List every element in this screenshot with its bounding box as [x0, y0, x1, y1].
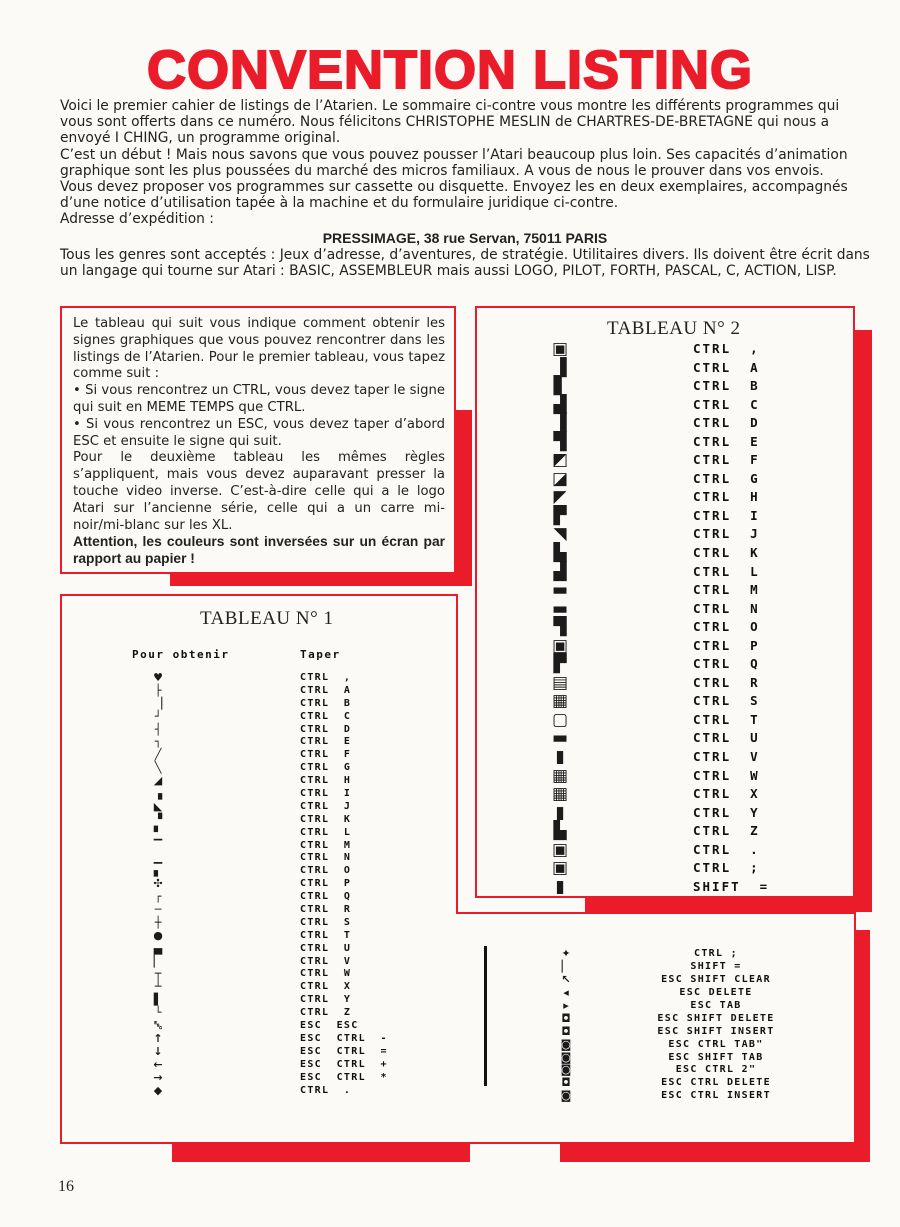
- table3-key: ESC TAB: [690, 999, 742, 1011]
- table2-key: CTRL Q: [693, 656, 760, 672]
- table1-key: CTRL D: [300, 723, 352, 735]
- page-number: 16: [58, 1178, 74, 1195]
- table2-symbol: ▟: [553, 561, 567, 582]
- instructions-box: [60, 306, 456, 574]
- table2-symbol: ▦: [551, 765, 569, 786]
- table2-key: CTRL .: [693, 841, 760, 857]
- table1-symbol: ┬: [154, 967, 162, 981]
- table2-key: CTRL L: [693, 563, 760, 579]
- table1-symbol: ↓: [153, 1044, 163, 1058]
- table1-key: CTRL H: [300, 775, 352, 787]
- table2-symbol: ▛: [553, 505, 567, 526]
- table1-symbol: ▄: [153, 941, 163, 955]
- table2-key: CTRL V: [693, 749, 760, 765]
- note-paragraph-2: Pour le deuxième tableau les mêmes règles s’appliquent, mais vous devez auparavant presser la touche video inverse. C’est-à-dire celle qui a le logo Atari sur l’ancienne série, celle qui a un carre mi-noir/mi-blanc sur les XL.: [73, 450, 445, 533]
- table1-key: CTRL B: [300, 697, 352, 709]
- table1-header-obtain: Pour obtenir: [132, 648, 230, 661]
- table2-symbol: ◩: [551, 450, 569, 471]
- table3-symbol: ◘: [561, 1011, 571, 1025]
- table1-key: ESC CTRL +: [300, 1058, 388, 1070]
- table2-key: CTRL U: [693, 730, 760, 746]
- table1-key: CTRL C: [300, 710, 352, 722]
- table1-symbol: ┘: [154, 709, 162, 723]
- table1-symbol: ▘: [153, 825, 163, 839]
- table1-key: CTRL .: [300, 1084, 352, 1096]
- table3-key-column: [626, 948, 806, 1103]
- table1-key: CTRL T: [300, 929, 352, 941]
- table2-key: CTRL N: [693, 600, 760, 616]
- table1-key-column: [300, 672, 388, 1097]
- table3-key: ESC DELETE: [679, 986, 753, 998]
- note-bullet-ctrl: • Si vous rencontrez un CTRL, vous devez taper le signe qui suit en MEME TEMPS que CTRL.: [73, 383, 445, 415]
- table2-key: CTRL R: [693, 674, 760, 690]
- table3-symbol: ◘: [561, 1024, 571, 1038]
- table2-key: CTRL A: [693, 359, 760, 375]
- table2-key: SHIFT =: [693, 878, 770, 894]
- intro-paragraph-4: Adresse d’expédition :: [60, 211, 214, 228]
- table2-symbol: ▣: [551, 839, 569, 860]
- table3-symbol: ✦: [561, 947, 571, 960]
- table2-symbol: ▙: [553, 821, 567, 842]
- table1-symbol: ␛: [153, 1019, 163, 1033]
- table2-key: CTRL S: [693, 693, 760, 709]
- table1-symbol-column: [138, 672, 178, 1097]
- table2-symbol: ▮: [555, 876, 565, 897]
- table2-key: CTRL Z: [693, 823, 760, 839]
- table2-key: CTRL G: [693, 470, 760, 486]
- table1-symbol: ▔: [153, 838, 163, 852]
- table1-symbol: →: [153, 1070, 163, 1084]
- table2-key: CTRL O: [693, 619, 760, 635]
- table1-title: TABLEAU N° 1: [200, 608, 334, 629]
- intro-paragraph-5: Tous les genres sont acceptés : Jeux d’adresse, d’aventures, de stratégie. Utilitaires divers. Ils doivent être écrit dans un langage qui tourne sur Atari : BASIC, ASSEMBLEUR mais aussi LOGO, PILOT, FORTH, PASCAL, C, ACTION, LISP.: [60, 246, 870, 280]
- table1-key: CTRL U: [300, 942, 352, 954]
- table2-symbol: ▙: [553, 543, 567, 564]
- table2-key: CTRL Y: [693, 804, 760, 820]
- intro-paragraph-1: Voici le premier cahier de listings de l’Atarien. Le sommaire ci-contre vous montre les différents programmes qui vous sont offerts dans ce numéro. Nous félicitons CHRISTOPHE MESLIN de CHARTRES-DE-BRETAGNE qui nous a envoyé I CHING, un programme original.: [60, 98, 840, 147]
- table2-symbol-column: [547, 340, 573, 896]
- table1-symbol: ▌: [153, 993, 163, 1007]
- table1-symbol: ↑: [153, 1031, 163, 1045]
- table1-symbol: ◆: [153, 1083, 163, 1097]
- table2-symbol: ▜: [553, 431, 567, 452]
- table3-key: ESC SHIFT TAB: [668, 1051, 764, 1063]
- table3-symbol: ◙: [560, 1050, 572, 1064]
- table2-symbol: ▣: [551, 339, 569, 359]
- table1-key: CTRL E: [300, 736, 352, 748]
- table2-symbol: ▬: [551, 580, 569, 601]
- table2-key: CTRL ;: [693, 860, 760, 876]
- table2-key: CTRL I: [693, 507, 760, 523]
- table1-symbol: ┴: [154, 980, 162, 994]
- table2-symbol: ▬: [551, 728, 569, 749]
- table1-key: CTRL O: [300, 865, 352, 877]
- table2-title: TABLEAU N° 2: [607, 318, 741, 339]
- table1-symbol: ├: [154, 683, 162, 697]
- table1-symbol: ─: [154, 903, 162, 917]
- table2-symbol: ◪: [551, 468, 569, 489]
- table2-key: CTRL M: [693, 582, 760, 598]
- table2-key: CTRL H: [693, 489, 760, 505]
- table3-divider-line: [484, 946, 487, 1086]
- table2-symbol: ▐: [553, 413, 567, 434]
- table2-key: CTRL K: [693, 545, 760, 561]
- table2-symbol: ▮: [555, 747, 565, 768]
- table1-key: CTRL L: [300, 826, 352, 838]
- table2-key: CTRL ,: [693, 341, 760, 356]
- table1-symbol: ┐: [154, 735, 162, 749]
- table3-symbol: ◙: [560, 1063, 572, 1077]
- intro-text: [60, 98, 870, 279]
- table1-key: CTRL M: [300, 839, 352, 851]
- table3-symbol: ↖: [561, 972, 571, 986]
- table1-symbol: ┼: [154, 915, 162, 929]
- table1-key: CTRL R: [300, 904, 352, 916]
- table1-key: CTRL K: [300, 813, 352, 825]
- table1-symbol: ▁: [153, 851, 163, 865]
- table1-symbol: ╲: [154, 761, 162, 775]
- table1-key: ESC CTRL *: [300, 1071, 388, 1083]
- table1-key: CTRL V: [300, 955, 352, 967]
- table3-key: ESC SHIFT DELETE: [657, 1012, 775, 1024]
- table2-symbol: ▐: [553, 357, 567, 378]
- table2-symbol: ◤: [553, 487, 567, 508]
- note-warning: Attention, les couleurs sont inversées sur un écran par rapport au papier !: [73, 534, 445, 567]
- table2-key: CTRL W: [693, 767, 760, 783]
- table3-key: ESC SHIFT INSERT: [657, 1025, 775, 1037]
- table1-symbol: ▕: [153, 696, 163, 710]
- table1-key: CTRL Y: [300, 994, 352, 1006]
- table2-key: CTRL T: [693, 711, 760, 727]
- table3-key: ESC CTRL 2": [675, 1064, 757, 1076]
- note-paragraph-1: Le tableau qui suit vous indique comment obtenir les signes graphiques que vous pouvez rencontrer dans les listings de l’Atarien. Pour le premier tableau, vous tapez comme suit :: [73, 316, 445, 382]
- table2-key: CTRL X: [693, 786, 760, 802]
- table3-symbol: ◘: [561, 1076, 571, 1090]
- table3-key: SHIFT =: [690, 960, 742, 972]
- table1-key: CTRL J: [300, 800, 352, 812]
- table2-key: CTRL F: [693, 452, 760, 468]
- table3-symbol: ◙: [560, 1037, 572, 1051]
- table1-key: CTRL S: [300, 916, 352, 928]
- intro-paragraph-2: C’est un début ! Mais nous savons que vous pouvez pousser l’Atari beaucoup plus loin. Ses capacités d’animation graphique sont les plus poussées du marché des micros familiaux. A vous de nous le prouver dans vos envois.: [60, 146, 848, 179]
- table1-key: CTRL Q: [300, 891, 352, 903]
- table2-symbol: ▢: [551, 709, 569, 730]
- table1-symbol: ┤: [154, 722, 162, 736]
- table2-key: CTRL E: [693, 433, 760, 449]
- table2-symbol: ▜: [553, 617, 567, 638]
- table1-key: ESC CTRL =: [300, 1045, 388, 1057]
- table3-key: ESC CTRL TAB": [668, 1038, 764, 1050]
- table1-key: CTRL Z: [300, 1007, 352, 1019]
- mailing-address: PRESSIMAGE, 38 rue Servan, 75011 PARIS: [322, 229, 608, 246]
- table2-key: CTRL B: [693, 378, 760, 394]
- table3-symbol-column: [554, 948, 578, 1103]
- table1-symbol: ◣: [153, 799, 163, 813]
- table1-symbol: ◢: [153, 774, 163, 788]
- table1-symbol: ▗: [153, 787, 163, 801]
- page-title: CONVENTION LISTING: [146, 40, 753, 100]
- table3-key: ESC CTRL INSERT: [661, 1090, 771, 1102]
- table1-key: CTRL F: [300, 749, 352, 761]
- table2-symbol: ▮: [555, 802, 565, 823]
- table2-symbol: ▦: [551, 691, 569, 712]
- table2-symbol: ▛: [553, 654, 567, 675]
- table1-key: CTRL I: [300, 788, 352, 800]
- table1-key: CTRL W: [300, 968, 352, 980]
- table1-symbol: ▝: [153, 812, 163, 826]
- table3-symbol: ▸: [563, 998, 569, 1012]
- table3-key: ESC SHIFT CLEAR: [661, 973, 771, 985]
- table2-key: CTRL D: [693, 415, 760, 431]
- table1-symbol: ♥: [153, 671, 163, 684]
- table1-symbol: ✣: [153, 877, 163, 891]
- table1-key: ESC ESC: [300, 1020, 359, 1032]
- table1-key: CTRL ,: [300, 672, 352, 683]
- table1-symbol: ●: [153, 928, 163, 942]
- table3-symbol: ◙: [560, 1089, 572, 1103]
- table1-key: ESC CTRL -: [300, 1032, 388, 1044]
- table3-symbol: ◂: [563, 985, 569, 999]
- table2-key: CTRL J: [693, 526, 760, 542]
- table2-key: CTRL P: [693, 637, 760, 653]
- table3-symbol: ▏: [561, 959, 571, 973]
- table2-symbol: ▋: [553, 376, 567, 397]
- table1-symbol: ╱: [154, 748, 162, 762]
- table3-key: CTRL ;: [694, 948, 738, 959]
- table-1: [60, 594, 458, 1144]
- table1-header-type: Taper: [300, 648, 341, 661]
- table3-key: ESC CTRL DELETE: [661, 1077, 771, 1089]
- table1-key: CTRL P: [300, 878, 352, 890]
- table2-symbol: ▬: [551, 598, 569, 619]
- table2-symbol: ▣: [551, 858, 569, 879]
- table1-symbol: ▏: [153, 954, 163, 968]
- table-2: [475, 306, 855, 898]
- table1-key: CTRL A: [300, 684, 352, 696]
- table2-symbol: ▣: [551, 635, 569, 656]
- table2-symbol: ◥: [553, 524, 567, 545]
- table1-key: CTRL X: [300, 981, 352, 993]
- table-3: [456, 912, 856, 1144]
- table2-key-column: [693, 340, 769, 896]
- table1-symbol: ←: [153, 1057, 163, 1071]
- table1-key: CTRL N: [300, 852, 352, 864]
- table1-key: CTRL G: [300, 762, 352, 774]
- table2-key: CTRL C: [693, 396, 760, 412]
- table2-symbol: ▦: [551, 784, 569, 805]
- table1-symbol: └: [154, 1006, 162, 1020]
- note-bullet-esc: • Si vous rencontrez un ESC, vous devez taper d’abord ESC et ensuite le signe qui suit.: [73, 416, 445, 449]
- table1-symbol: ▖: [153, 864, 163, 878]
- table2-symbol: ▤: [551, 672, 569, 693]
- intro-paragraph-3: Vous devez proposer vos programmes sur cassette ou disquette. Envoyez les en deux exemplaires, accompagnés d’une notice d’utilisation tapée à la machine et du formulaire juridique ci-contre.: [60, 179, 848, 212]
- table1-symbol: ┌: [154, 890, 162, 904]
- table2-symbol: ▟: [553, 394, 567, 415]
